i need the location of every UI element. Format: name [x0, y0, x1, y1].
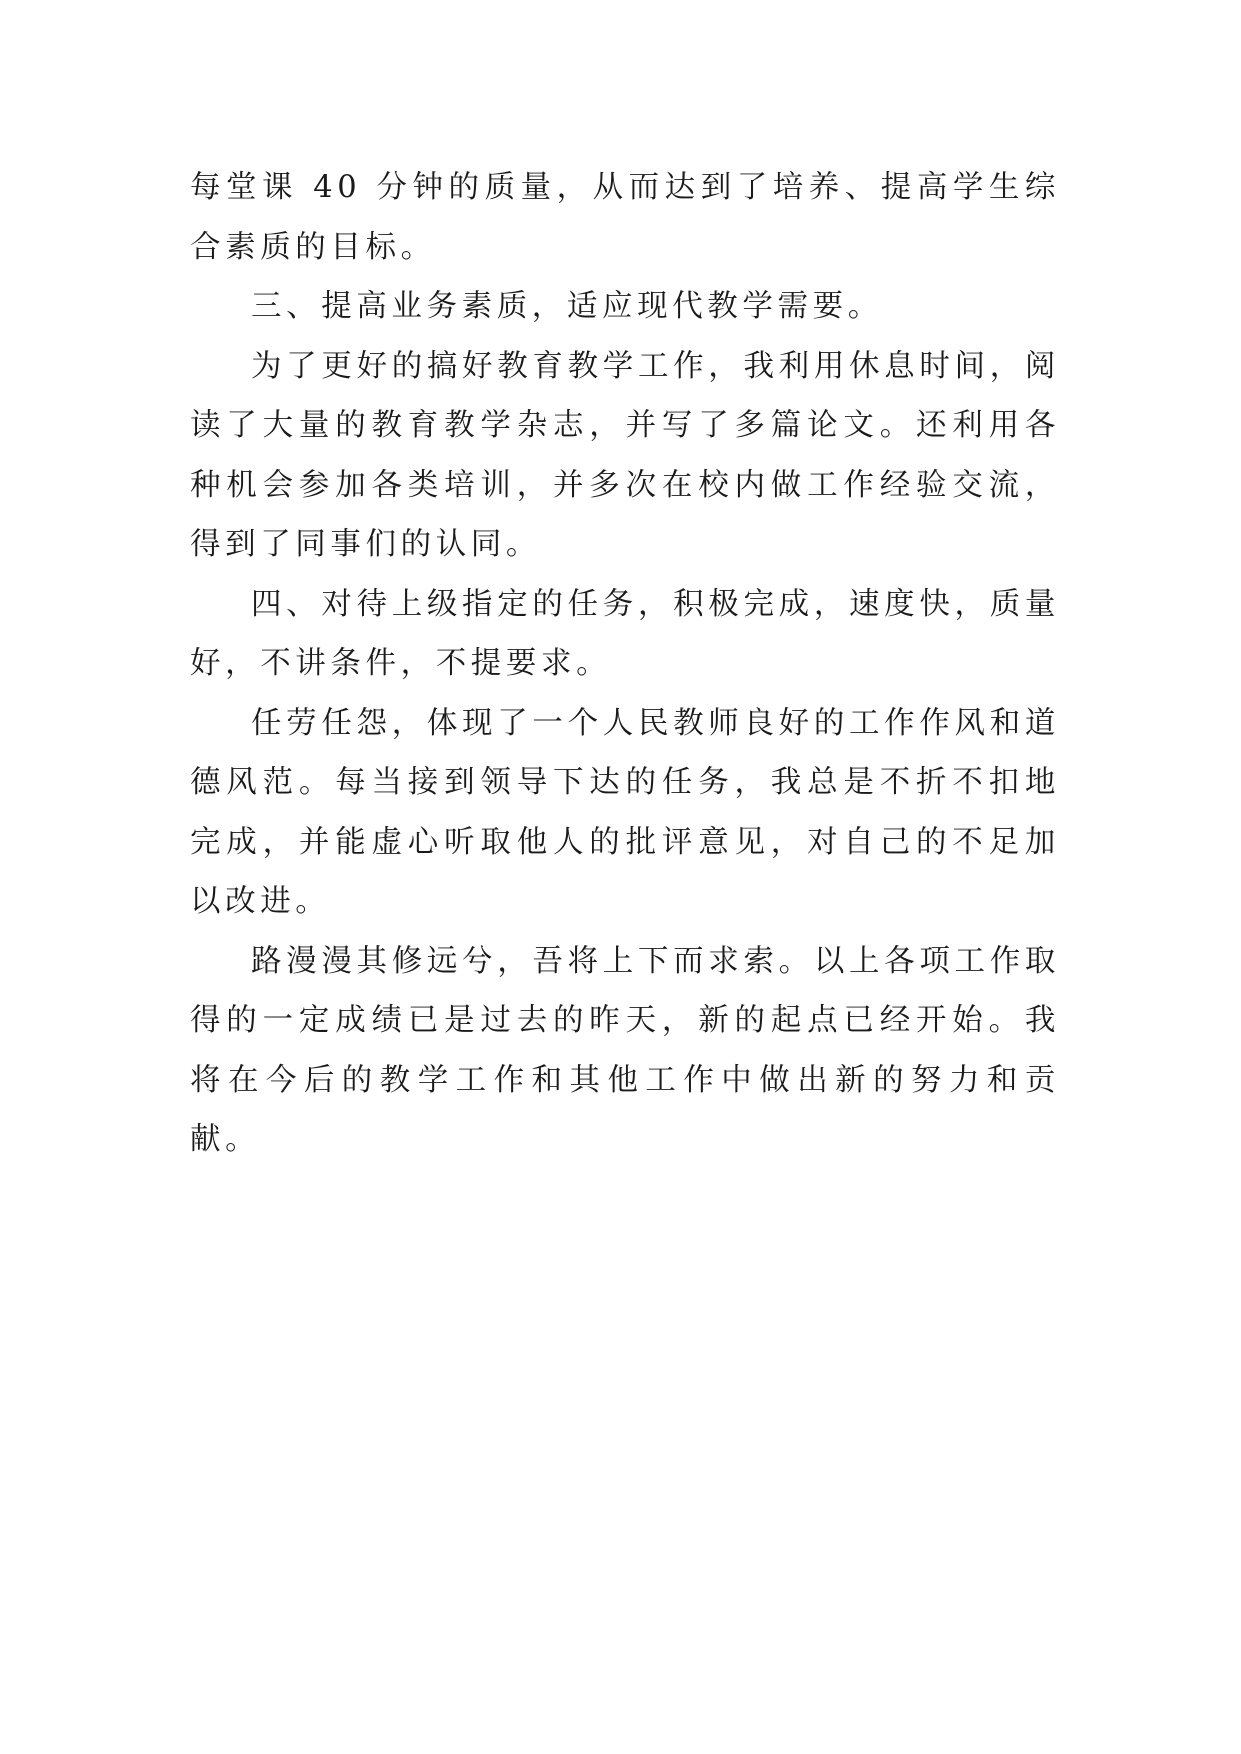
paragraph-heading-three: 三、提高业务素质，适应现代教学需要。: [251, 289, 883, 324]
paragraph-heading-four: 四、对待上级指定的任务，积极完成，速度快，质量好，不讲条件，不提要求。: [190, 586, 1060, 681]
paragraph-conclusion: 路漫漫其修远兮，吾将上下而求索。以上各项工作取得的一定成绩已是过去的昨天，新的起点已经开始。我将在今后的教学工作和其他工作中做出新的努力和贡献。: [190, 943, 1060, 1157]
paragraph-professional-study: 为了更好的搞好教育教学工作，我利用休息时间，阅读了大量的教育教学杂志，并写了多篇论文。还利用各种机会参加各类培训，并多次在校内做工作经验交流，得到了同事们的认同。: [190, 348, 1060, 562]
paragraph-continuation: 每堂课 40 分钟的质量，从而达到了培养、提高学生综合素质的目标。: [190, 170, 1060, 265]
paragraph-work-attitude: 任劳任怨，体现了一个人民教师良好的工作作风和道德风范。每当接到领导下达的任务，我总是不折不扣地完成，并能虚心听取他人的批评意见，对自己的不足加以改进。: [190, 705, 1060, 919]
body-text: [190, 158, 1060, 1170]
